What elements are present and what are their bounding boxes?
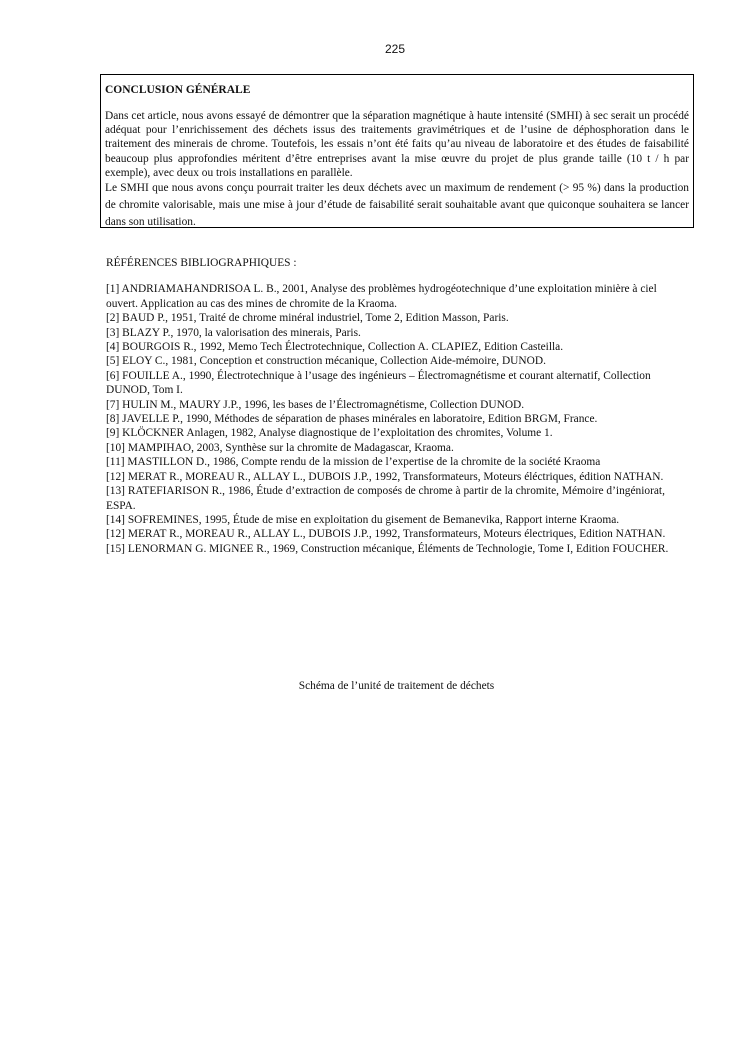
figure-caption: Schéma de l’unité de traitement de déchets bbox=[298, 680, 495, 692]
reference-item: [10] MAMPIHAO, 2003, Synthèse sur la chromite de Madagascar, Kraoma. bbox=[106, 441, 454, 454]
reference-item: [14] SOFREMINES, 1995, Étude de mise en exploitation du gisement de Bemanevika, Rapport interne Kraoma. bbox=[106, 513, 620, 526]
references-section bbox=[106, 256, 688, 556]
reference-item: [12] MERAT R., MOREAU R., ALLAY L., DUBOIS J.P., 1992, Transformateurs, Moteurs électriques, Edition NATHAN. bbox=[106, 528, 666, 541]
reference-item: [12] MERAT R., MOREAU R., ALLAY L., DUBOIS J.P., 1992, Transformateurs, Moteurs éléctriques, édition NATHAN. bbox=[106, 470, 664, 483]
reference-item: [1] ANDRIAMAHANDRISOA L. B., 2001, Analyse des problèmes hydrogéotechnique d’une exploitation minière à ciel ouvert. Application au cas des mines de chromite de la Kraoma. bbox=[106, 283, 657, 310]
reference-item: [2] BAUD P., 1951, Traité de chrome minéral industriel, Tome 2, Edition Masson, Paris. bbox=[106, 312, 509, 325]
reference-item: [15] LENORMAN G. MIGNEE R., 1969, Construction mécanique, Éléments de Technologie, Tome I, Edition FOUCHER. bbox=[106, 542, 669, 555]
conclusion-paragraph: Dans cet article, nous avons essayé de démontrer que la séparation magnétique à haute intensité (SMHI) à sec serait un procédé adéquat pour l’enrichissement des déchets issus des traitements gravimétriques et de l’usine de déphosphoration dans le traitement des minerais de chrome. Toutefois, les essais n’ont été faits qu’au niveau de laboratoire et des études de faisabilité beaucoup plus approfondies méritent d’être entreprises avant la mise œuvre du projet de plus grande taille (10 t / h par exemple), avec deux ou trois installations en parallèle. bbox=[105, 110, 689, 179]
reference-item: [8] JAVELLE P., 1990, Méthodes de séparation de phases minérales en laboratoire, Edition BRGM, France. bbox=[106, 413, 598, 426]
conclusion-text bbox=[105, 109, 689, 231]
reference-item: [9] KLÖCKNER Anlagen, 1982, Analyse diagnostique de l’exploitation des chromites, Volume 1. bbox=[106, 427, 553, 440]
reference-item: [6] FOUILLE A., 1990, Électrotechnique à l’usage des ingénieurs – Électromagnétisme et courant alternatif, Collection DUNOD, Tom I. bbox=[106, 369, 651, 397]
reference-item: [11] MASTILLON D., 1986, Compte rendu de la mission de l’expertise de la chromite de la société Kraoma bbox=[106, 456, 601, 469]
conclusion-paragraph: Le SMHI que nous avons conçu pourrait traiter les deux déchets avec un maximum de rendement (> 95 %) dans la production de chromite valorisable, mais une mise à jour d’étude de faisabilité serait souhaitable avant que quiconque souhaitera se lancer dans son utilisation. bbox=[105, 182, 689, 229]
reference-item: [5] ELOY C., 1981, Conception et construction mécanique, Collection Aide-mémoire, DUNOD. bbox=[106, 355, 546, 368]
page-number: 225 bbox=[384, 42, 406, 56]
references-list bbox=[106, 282, 688, 556]
reference-item: [7] HULIN M., MAURY J.P., 1996, les bases de l’Électromagnétisme, Collection DUNOD. bbox=[106, 398, 525, 411]
reference-item: [13] RATEFIARISON R., 1986, Étude d’extraction de composés de chrome à partir de la chromite, Mémoire d’ingéniorat, ESPA. bbox=[106, 485, 665, 512]
reference-item: [3] BLAZY P., 1970, la valorisation des minerais, Paris. bbox=[106, 326, 361, 339]
reference-item: [4] BOURGOIS R., 1992, Memo Tech Électrotechnique, Collection A. CLAPIEZ, Edition Casteilla. bbox=[106, 341, 564, 354]
conclusion-box bbox=[100, 74, 694, 228]
references-title: RÉFÉRENCES BIBLIOGRAPHIQUES : bbox=[106, 257, 297, 269]
conclusion-title: CONCLUSION GÉNÉRALE bbox=[105, 84, 251, 96]
